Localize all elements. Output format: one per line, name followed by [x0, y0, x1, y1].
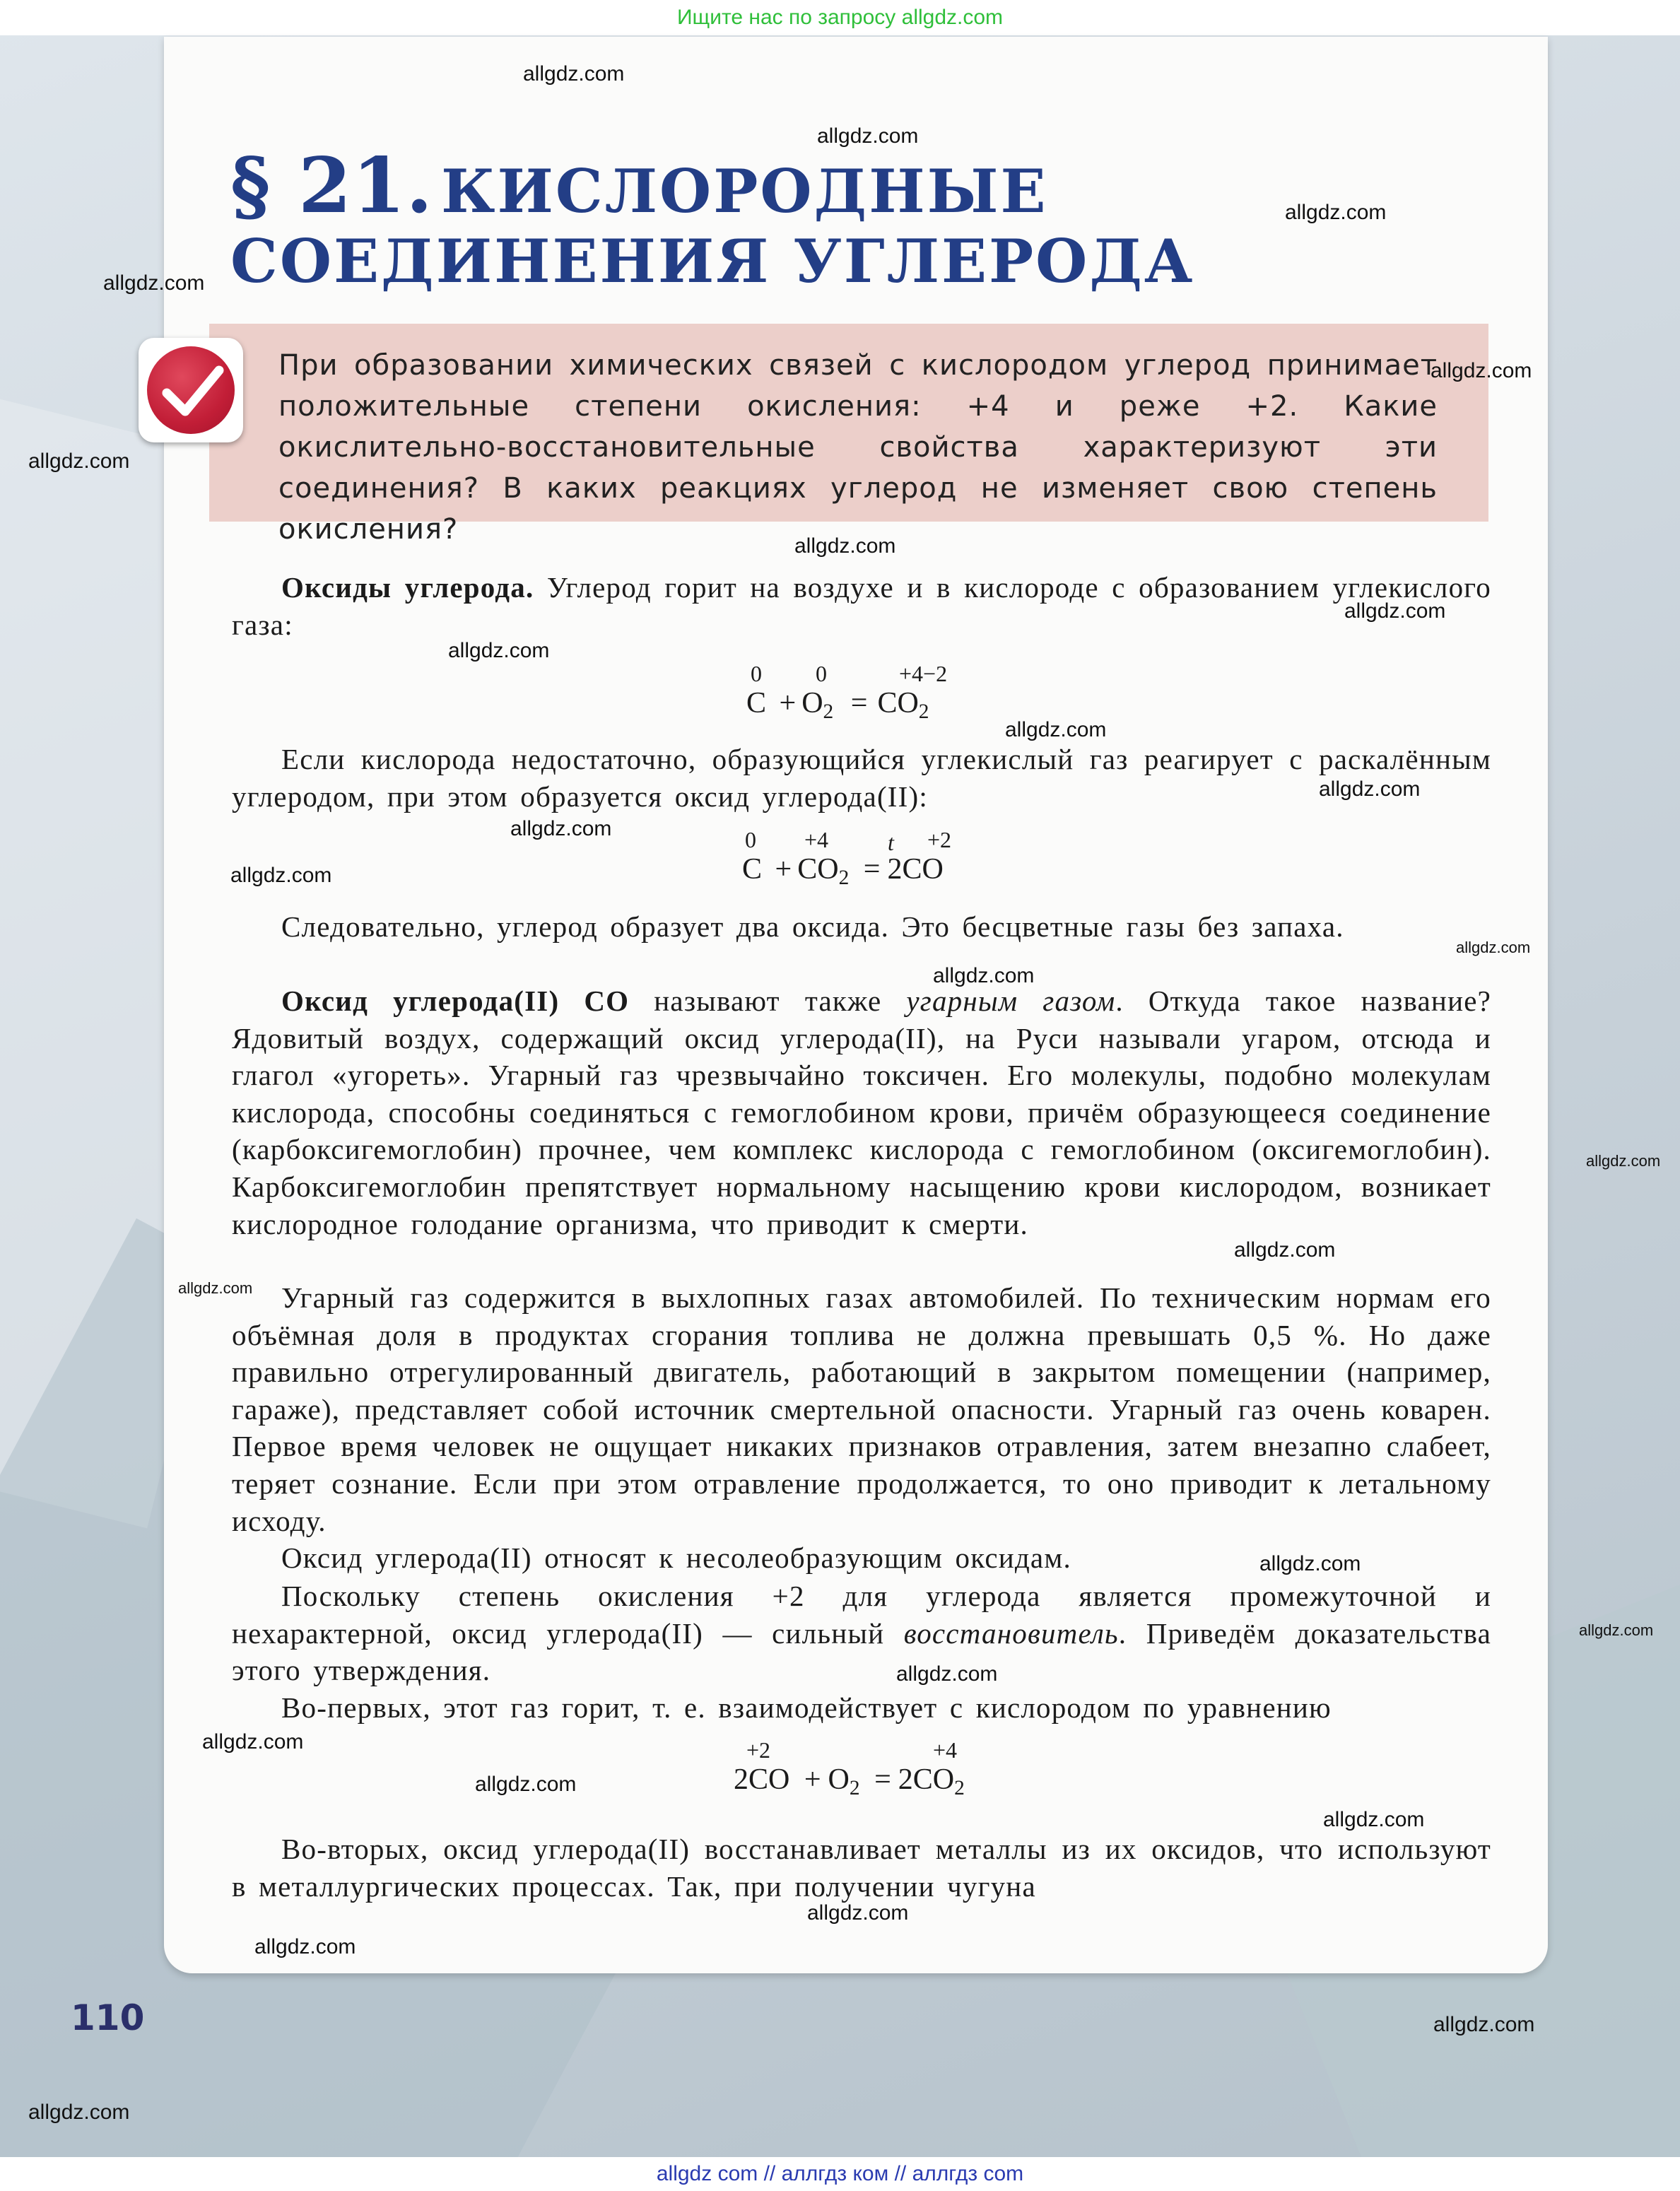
emphasis-term: угарным газом	[906, 985, 1116, 1017]
watermark: allgdz.com	[1456, 939, 1531, 956]
subscript: 2	[838, 867, 850, 889]
watermark: allgdz.com	[230, 864, 332, 887]
paragraph-exhaust: Угарный газ содержится в выхлопных газах автомобилей. По техническим нормам его объёмная доля в продуктах сгорания топлива не должна превышать 0,5 %. Но даже правильно отрегулированный двигатель, работающий в закрытом помещении (например, гараже), представляет собой источник смертельной опасности. Угарный газ очень коварен. Первое время человек не ощущает никаких признаков отравления, затем внезапно слабеет, теряет сознание. Если при этом отравление продолжается, то оно приводит к летальному исходу.	[232, 1281, 1491, 1537]
formula: O	[828, 1763, 850, 1796]
watermark: allgdz.com	[933, 964, 1035, 987]
paragraph-text: называют также	[629, 985, 907, 1017]
watermark: allgdz.com	[1319, 777, 1421, 801]
top-search-banner[interactable]: Ищите нас по запросу allgdz.com	[0, 0, 1680, 35]
operator: +	[775, 853, 792, 886]
watermark: allgdz.com	[1323, 1808, 1425, 1831]
watermark: allgdz.com	[1579, 1621, 1654, 1639]
equation-co-formation	[739, 827, 1022, 891]
watermark: allgdz.com	[28, 2101, 130, 2124]
title-line-2: СОЕДИНЕНИЯ УГЛЕРОДА	[230, 226, 1195, 296]
checkmark-icon	[139, 338, 243, 442]
intro-text: При образовании химических связей с кислородом углерод принимает положительные степени окисления: +4 и реже +2. Какие окислительно-восстановительные свойства характеризуют эти соединения? В каких реакциях углерод не изменяет свою степень окисления?	[278, 349, 1438, 546]
watermark: allgdz.com	[1586, 1152, 1661, 1170]
watermark: allgdz.com	[1005, 718, 1107, 741]
watermark: allgdz.com	[896, 1662, 998, 1686]
watermark: allgdz.com	[254, 1935, 356, 1958]
operator: =	[850, 687, 868, 719]
watermark: allgdz.com	[523, 62, 625, 86]
watermark: allgdz.com	[1344, 599, 1446, 623]
watermark: allgdz.com	[178, 1279, 253, 1297]
watermark: allgdz.com	[1285, 201, 1387, 224]
operator: +	[804, 1763, 821, 1796]
subscript: 2	[918, 700, 929, 723]
paragraph-carbon-monoxide	[232, 982, 1491, 1243]
watermark: allgdz.com	[202, 1730, 304, 1754]
formula: O	[801, 687, 823, 719]
temperature-condition: t	[888, 830, 894, 855]
watermark: allgdz.com	[1431, 359, 1532, 382]
oxidation-state: +4−2	[899, 661, 948, 686]
page-number: 110	[71, 1997, 145, 2038]
formula: CO	[877, 687, 919, 719]
paragraph-heading: Оксиды углерода.	[281, 571, 534, 604]
watermark: allgdz.com	[1234, 1238, 1336, 1262]
formula: 2CO	[887, 853, 944, 886]
subscript: 2	[823, 700, 834, 723]
paragraph-reducing-agent	[232, 1578, 1491, 1689]
paragraph-non-salt-forming: Оксид углерода(II) относят к несолеобразующим оксидам.	[281, 1541, 1071, 1574]
paragraph-text: Поскольку степень окисления +2 для углерода является промежуточной и нехарактерной, оксид углерода(II) — сильный	[232, 1580, 1491, 1650]
watermark: allgdz.com	[817, 124, 919, 148]
oxidation-state: 0	[745, 827, 756, 852]
oxidation-state: 0	[751, 661, 762, 686]
paragraph-oxides	[232, 569, 1491, 643]
subscript: 2	[849, 1777, 860, 1799]
watermark: allgdz.com	[510, 817, 612, 840]
paragraph-heading: Оксид углерода(II) CO	[281, 985, 630, 1017]
watermark: allgdz.com	[1433, 2013, 1535, 2036]
paragraph-reduction: Если кислорода недостаточно, образующийся углекислый газ реагирует с раскалённым углеродом, при этом образуется оксид углерода(II):	[232, 743, 1491, 813]
formula: C	[742, 853, 763, 886]
paragraph-text: . Откуда такое название? Ядовитый воздух, содержащий оксид углерода(II), на Руси называли угаром, отсюда и глагол «угореть». Угарный газ чрезвычайно токсичен. Его молекулы, подобно молекулам кислорода, способны соединяться с гемоглобином крови, причём образующееся соединение (карбоксигемоглобин) прочнее, чем комплекс кислорода с гемоглобином (оксигемоглобин). Карбоксигемоглобин препятствует нормальному насыщению крови кислородом, возникает кислородное голодание организма, что приводит к смерти.	[232, 985, 1492, 1240]
formula: 2CO	[898, 1763, 955, 1796]
bottom-banner[interactable]: allgdz com // аллгдз ком // аллгдз com	[0, 2157, 1680, 2191]
operator: +	[779, 687, 797, 719]
equation-combustion	[742, 661, 1025, 724]
equation-co-combustion	[731, 1737, 1028, 1801]
watermark: allgdz.com	[28, 450, 130, 473]
oxidation-state: 0	[816, 661, 827, 686]
watermark: allgdz.com	[448, 639, 550, 662]
watermark: allgdz.com	[103, 271, 205, 295]
formula: CO	[797, 853, 839, 886]
paragraph-text: . Приведём доказательства этого утверждения.	[232, 1616, 1491, 1687]
watermark: allgdz.com	[807, 1901, 909, 1925]
section-number: § 21.	[230, 141, 433, 230]
oxidation-state: +4	[804, 827, 829, 852]
watermark: allgdz.com	[1259, 1552, 1361, 1575]
oxidation-state: +2	[746, 1737, 771, 1763]
emphasis-term: восстановитель	[903, 1616, 1119, 1650]
oxidation-state: +4	[933, 1737, 958, 1763]
formula: C	[746, 687, 767, 719]
paragraph-second-proof: Во-вторых, оксид углерода(II) восстанавливает металлы из их оксидов, что используют в металлургических процессах. Так, при получении чугуна	[232, 1833, 1491, 1903]
oxidation-state: +2	[927, 827, 952, 852]
paragraph-two-oxides: Следовательно, углерод образует два оксида. Это бесцветные газы без запаха.	[281, 910, 1344, 943]
formula: 2CO	[734, 1763, 790, 1796]
operator: =	[874, 1763, 891, 1796]
watermark: allgdz.com	[475, 1773, 577, 1796]
watermark: allgdz.com	[794, 534, 896, 558]
paragraph-text: Углерод горит на воздухе и в кислороде с образованием углекислого газа:	[232, 571, 1491, 641]
section-title	[230, 141, 1220, 296]
title-line-1: КИСЛОРОДНЫЕ	[441, 156, 1048, 226]
operator: =	[863, 853, 881, 886]
paragraph-first-proof: Во-первых, этот газ горит, т. е. взаимодействует с кислородом по уравнению	[281, 1691, 1332, 1724]
subscript: 2	[954, 1777, 965, 1799]
